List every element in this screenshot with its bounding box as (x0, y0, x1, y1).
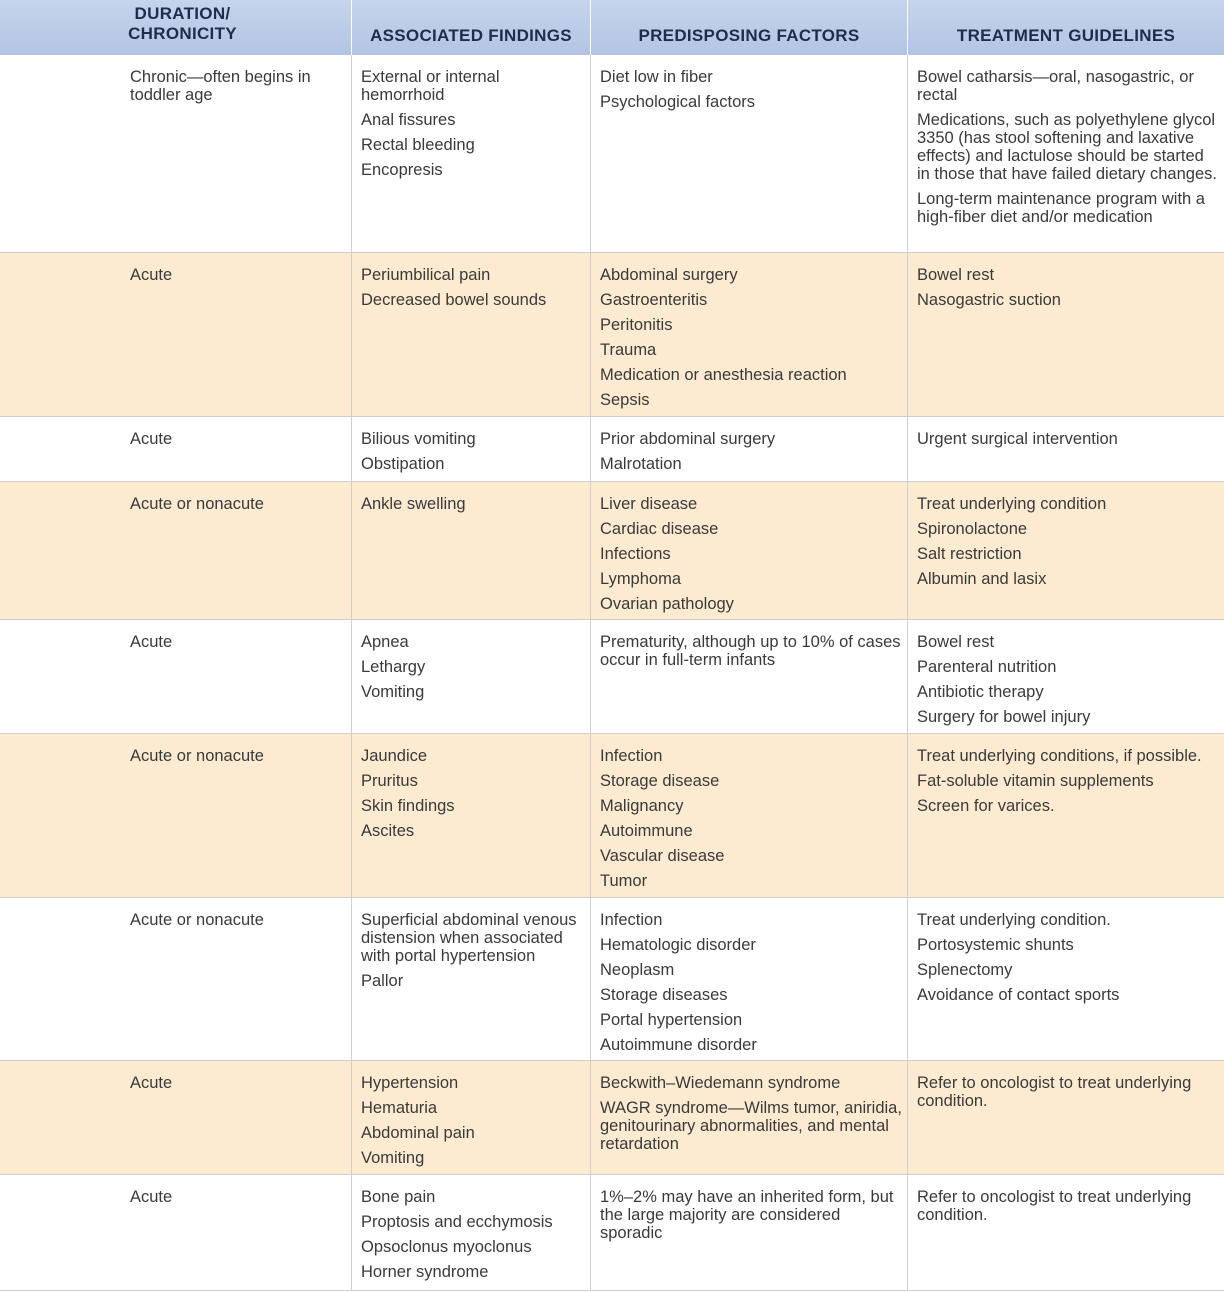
cell-item: Fat-soluble vitamin supplements (917, 772, 1154, 790)
cell-item: Medications, such as polyethylene glycol 3350 (has stool softening and laxative effects) and lactulose should be started in those that have failed dietary changes. (917, 111, 1217, 183)
cell-item: Storage disease (600, 772, 720, 790)
cell-item: Refer to oncologist to treat underlying condition. (917, 1188, 1192, 1224)
cell-item: Sepsis (600, 391, 650, 409)
duration-cell: Acute (0, 1175, 351, 1291)
duration-cell: Acute (0, 1061, 351, 1175)
cell-item: Treat underlying conditions, if possible. (917, 747, 1202, 765)
factors-cell (590, 482, 907, 620)
cell-item: Hypertension (361, 1074, 459, 1092)
cell-item: Ovarian pathology (600, 595, 734, 613)
cell-item: Infection (600, 911, 663, 929)
cell-item: Beckwith–Wiedemann syndrome (600, 1074, 841, 1092)
duration-cell: Acute (0, 253, 351, 417)
treatment-cell (907, 482, 1224, 620)
factors-cell (590, 898, 907, 1061)
cell-item: Nasogastric suction (917, 291, 1061, 309)
cell-item: Vomiting (361, 1149, 425, 1167)
cell-item: Antibiotic therapy (917, 683, 1044, 701)
cell-item: Surgery for bowel injury (917, 708, 1091, 726)
cell-item: Parenteral nutrition (917, 658, 1057, 676)
cell-item: Peritonitis (600, 316, 673, 334)
cell-item: Bowel catharsis—oral, nasogastric, or rectal (917, 68, 1194, 104)
cell-item: Portosystemic shunts (917, 936, 1074, 954)
cell-item: Infection (600, 747, 663, 765)
findings-cell (351, 734, 590, 898)
header-predisposing-factors: PREDISPOSING FACTORS (590, 0, 907, 55)
header-duration: DURATION/ CHRONICITY (0, 0, 351, 55)
cell-item: Anal fissures (361, 111, 456, 129)
cell-item: Bone pain (361, 1188, 436, 1206)
cell-item: Abdominal pain (361, 1124, 475, 1142)
findings-cell (351, 620, 590, 734)
cell-item: Lymphoma (600, 570, 682, 588)
treatment-cell (907, 1175, 1224, 1291)
treatment-cell (907, 55, 1224, 253)
duration-cell: Acute or nonacute (0, 898, 351, 1061)
factors-cell (590, 620, 907, 734)
cell-item: External or internal hemorrhoid (361, 68, 500, 104)
findings-cell (351, 417, 590, 482)
cell-item: Tumor (600, 872, 648, 890)
cell-item: Superficial abdominal venous distension when associated with portal hypertension (361, 911, 577, 965)
cell-item: Decreased bowel sounds (361, 291, 547, 309)
cell-item: Malignancy (600, 797, 684, 815)
treatment-cell (907, 898, 1224, 1061)
cell-item: Gastroenteritis (600, 291, 708, 309)
header-associated-findings: ASSOCIATED FINDINGS (351, 0, 590, 55)
cell-item: Splenectomy (917, 961, 1013, 979)
cell-item: Refer to oncologist to treat underlying condition. (917, 1074, 1192, 1110)
cell-item: Jaundice (361, 747, 428, 765)
cell-item: Screen for varices. (917, 797, 1055, 815)
cell-item: Prematurity, although up to 10% of cases occur in full-term infants (600, 633, 901, 669)
duration-cell: Acute (0, 417, 351, 482)
factors-cell (590, 253, 907, 417)
duration-cell: Chronic—often begins in toddler age (0, 55, 351, 253)
cell-item: Salt restriction (917, 545, 1022, 563)
factors-cell (590, 734, 907, 898)
cell-item: Opsoclonus myoclonus (361, 1238, 532, 1256)
cell-item: Prior abdominal surgery (600, 430, 776, 448)
cell-item: Diet low in fiber (600, 68, 713, 86)
cell-item: Psychological factors (600, 93, 755, 111)
cell-item: Long-term maintenance program with a high-fiber diet and/or medication (917, 190, 1205, 226)
cell-item: Ankle swelling (361, 495, 466, 513)
cell-item: Abdominal surgery (600, 266, 738, 284)
cell-item: Liver disease (600, 495, 698, 513)
cell-item: 1%–2% may have an inherited form, but the large majority are considered sporadic (600, 1188, 894, 1242)
cell-item: Treat underlying condition (917, 495, 1107, 513)
duration-cell: Acute or nonacute (0, 482, 351, 620)
findings-cell (351, 253, 590, 417)
cell-item: Medication or anesthesia reaction (600, 366, 847, 384)
cell-item: Vascular disease (600, 847, 725, 865)
treatment-cell (907, 734, 1224, 898)
cell-item: Periumbilical pain (361, 266, 491, 284)
cell-item: Pallor (361, 972, 404, 990)
findings-cell (351, 1061, 590, 1175)
cell-item: Cardiac disease (600, 520, 719, 538)
cell-item: Autoimmune (600, 822, 693, 840)
cell-item: Horner syndrome (361, 1263, 489, 1281)
cell-item: Apnea (361, 633, 409, 651)
treatment-cell (907, 417, 1224, 482)
cell-item: Malrotation (600, 455, 682, 473)
cell-item: Skin findings (361, 797, 455, 815)
cell-item: Obstipation (361, 455, 445, 473)
cell-item: WAGR syndrome—Wilms tumor, aniridia, genitourinary abnormalities, and mental retardation (600, 1099, 902, 1153)
duration-cell: Acute or nonacute (0, 734, 351, 898)
cell-item: Rectal bleeding (361, 136, 475, 154)
cell-item: Spironolactone (917, 520, 1028, 538)
factors-cell (590, 1061, 907, 1175)
cell-item: Storage diseases (600, 986, 728, 1004)
findings-cell (351, 1175, 590, 1291)
cell-item: Treat underlying condition. (917, 911, 1111, 929)
cell-item: Hematuria (361, 1099, 438, 1117)
cell-item: Urgent surgical intervention (917, 430, 1118, 448)
cell-item: Vomiting (361, 683, 425, 701)
cell-item: Hematologic disorder (600, 936, 756, 954)
cell-item: Albumin and lasix (917, 570, 1047, 588)
cell-item: Portal hypertension (600, 1011, 743, 1029)
treatment-cell (907, 253, 1224, 417)
cell-item: Ascites (361, 822, 415, 840)
treatment-cell (907, 1061, 1224, 1175)
cell-item: Bowel rest (917, 633, 995, 651)
header-treatment-guidelines: TREATMENT GUIDELINES (907, 0, 1224, 55)
cell-item: Avoidance of contact sports (917, 986, 1120, 1004)
findings-cell (351, 482, 590, 620)
findings-cell (351, 898, 590, 1061)
findings-cell (351, 55, 590, 253)
cell-item: Lethargy (361, 658, 426, 676)
cell-item: Bowel rest (917, 266, 995, 284)
cell-item: Trauma (600, 341, 657, 359)
cell-item: Pruritus (361, 772, 418, 790)
cell-item: Autoimmune disorder (600, 1036, 757, 1054)
cell-item: Proptosis and ecchymosis (361, 1213, 553, 1231)
treatment-cell (907, 620, 1224, 734)
cell-item: Neoplasm (600, 961, 675, 979)
duration-cell: Acute (0, 620, 351, 734)
cell-item: Infections (600, 545, 671, 563)
factors-cell (590, 55, 907, 253)
cell-item: Encopresis (361, 161, 443, 179)
factors-cell (590, 1175, 907, 1291)
cell-item: Bilious vomiting (361, 430, 476, 448)
factors-cell (590, 417, 907, 482)
